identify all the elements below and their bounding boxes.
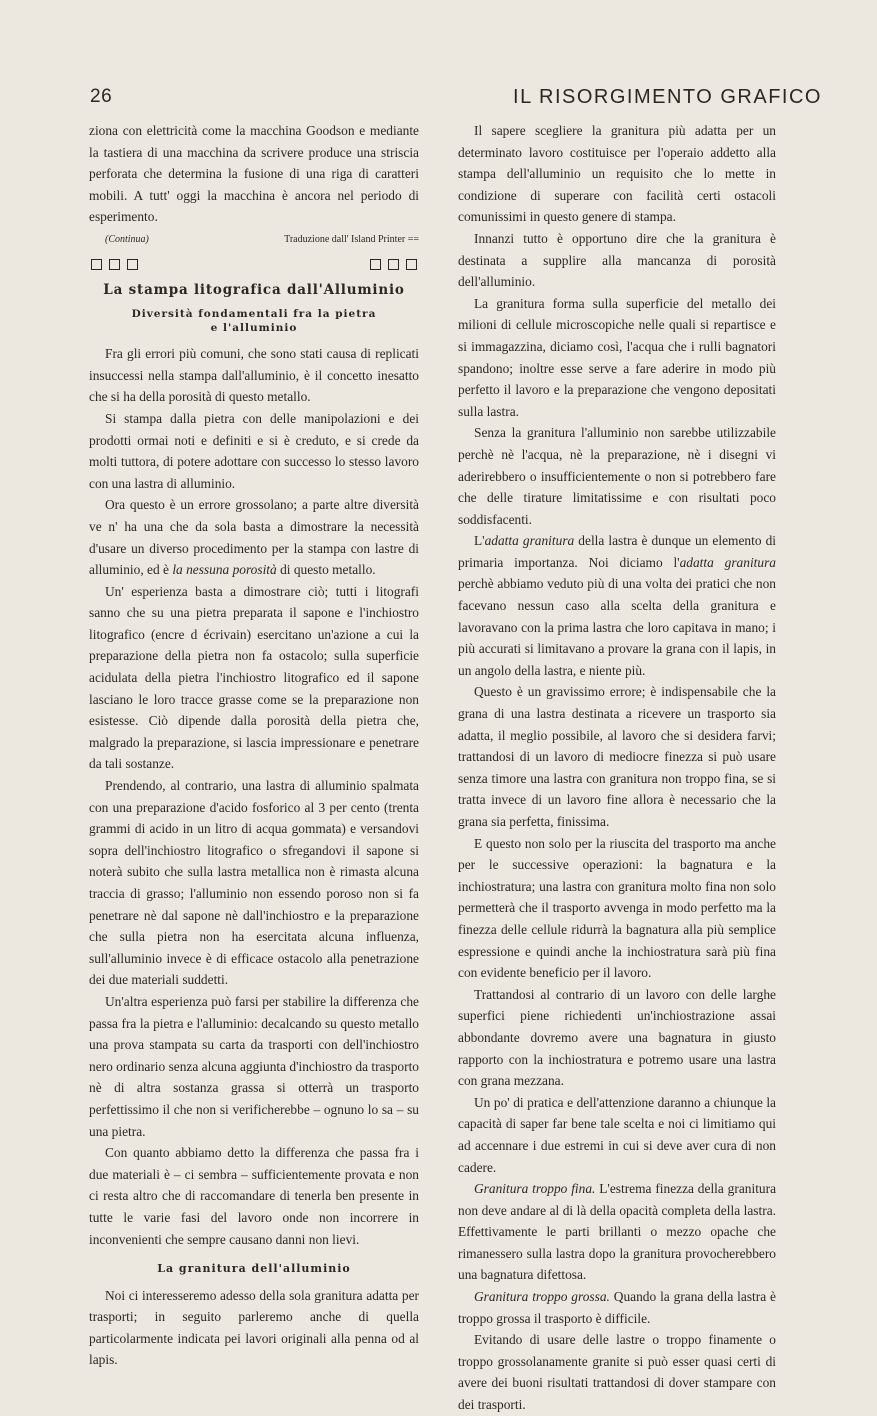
text-run: Quando la grana della lastra è troppo grossa il trasporto è difficile. (458, 1289, 776, 1326)
subtitle-line-1: Diversità fondamentali fra la pietra (131, 308, 377, 321)
body-paragraph: Innanzi tutto è opportuno dire che la granitura è destinata a supplire alla mancanza di porosità dell'alluminio. (458, 230, 776, 290)
square-ornament (388, 259, 399, 270)
body-paragraph: E questo non solo per la riuscita del trasporto ma anche per le successive operazioni: la bagnatura e la inchiostratura; una lastra con granitura molto fina non solo permetterà che il trasporto avvenga in modo perfetto ma la finezza delle cellule ridurrà la bagnatura alla più semplice espressione e quindi anche la inchiostratura sarà più fina con evidente beneficio per il lavoro. (458, 835, 776, 981)
body-paragraph: Questo è un gravissimo errore; è indispensabile che la grana di una lastra destinata a ricevere un trasporto sia adatta, il meglio possibile, al lavoro che si desidera farvi; trattandosi di un lavoro di mediocre finezza si può usare senza timore una lastra con granitura non troppo fina, se si tratta invece di un lavoro fine allora è necessario che la grana sia perfetta, finissima. (458, 684, 776, 829)
article-title: La stampa litografica dall'Alluminio (103, 281, 405, 298)
continua-label: (Continua) (105, 233, 149, 245)
running-title: IL RISORGIMENTO GRAFICO (513, 86, 822, 108)
body-paragraph: Noi ci interesseremo adesso della sola granitura adatta per trasporti; in seguito parleremo anche di quella particolarmente indicata pei lavori originali alla penna od al lapis. (89, 1287, 419, 1368)
body-paragraph: Un' esperienza basta a dimostrare ciò; tutti i litografi sanno che su una pietra preparata il sapone e l'inchiostro litografico (encre d écrivain) esercitano un'azione a cui la preparazione della pietra non fa ostacolo; sulla superficie acidulata della pietra l'inchiostro litografico ed il sapone lasciano le loro tracce grasse come se la preparazione non esistesse. Ciò dipende dalla porosità della pietra che, malgrado la preparazione, si lascia impressionare e penetrare da tali sostanze. (89, 583, 419, 772)
square-ornament (406, 259, 417, 270)
italic-text-run: adatta granitura (484, 533, 575, 549)
italic-text-run: la nessuna porosità (172, 562, 277, 578)
text-run: della lastra è dunque un elemento di primaria importanza. Noi diciamo l' (458, 533, 776, 570)
body-paragraph: La granitura forma sulla superficie del metallo dei milioni di cellule microscopiche nelle quali si repartisce e si immagazzina, diciamo così, l'acqua che i rulli bagnatori spandono; inoltre esse serve a fare aderire in modo più perfetto il lavoro e la preparazione che vengono depositati sulla lastra. (458, 295, 776, 419)
body-paragraph: Un'altra esperienza può farsi per stabilire la differenza che passa fra la pietra e l'alluminio: decalcando su questo metallo una prova stampata su carta da trasporti con dell'inchiostro nero ordinario senza alcuna aggiunta d'inchiostro da trasporto nè di altra sostanza grassa si otterrà un trasporto perfettissimo il che non si verificherebbe – ognuno lo sa – su una pietra. (89, 993, 419, 1139)
square-ornament (370, 259, 381, 270)
body-paragraph (458, 1286, 776, 1329)
body-paragraph: Un po' di pratica e dell'attenzione daranno a chiunque la capacità di saper far bene tale scelta e noi ci limitiamo qui ad accennare i due estremi in cui si deve aver cura di non cadere. (458, 1094, 776, 1175)
ornament-squares-left (91, 259, 138, 270)
italic-text-run: Granitura troppo fina. (474, 1181, 596, 1197)
italic-text-run: adatta granitura (679, 554, 776, 570)
right-column (458, 120, 776, 1416)
square-ornament (91, 259, 102, 270)
body-paragraph: Prendendo, al contrario, una lastra di alluminio spalmata con una preparazione d'acido fosforico al 3 per cento (trenta grammi di acido in un litro di acqua gommata) e versandovi sopra dell'inchiostro litografico o sfregandovi il sapone si noterà subito che sulla lastra metallica non è rimasta alcuna traccia di grasso; l'alluminio non essendo poroso non si fa penetrare nè dal sapone nè dall'inchiostro e la preparazione che sulla pietra non ha esercitata alcuna influenza, sull'alluminio invece è di efficace ostacolo alla penetrazione dei due materiali suddetti. (89, 778, 419, 988)
ornament-squares-right (370, 259, 417, 270)
body-paragraph (458, 530, 776, 681)
text-run: di questo metallo. (276, 562, 376, 578)
italic-text-run: Granitura troppo grossa. (474, 1289, 610, 1305)
page-header (90, 86, 822, 112)
body-paragraph: Con quanto abbiamo detto la differenza che passa fra i due materiali è – ci sembra – sufficientemente provata e non ci resta altro che di raccomandare di tenerla ben presente in tutte le varie fasi del lavoro onde non incorrere in inconvenienti che sempre causano danni non lievi. (89, 1145, 419, 1247)
body-paragraph: Senza la granitura l'alluminio non sarebbe utilizzabile perchè nè l'acqua, nè la preparazione, nè i disegni vi aderirebbero o insufficientemente o non si potrebbero fare che delle tirature limitatissime e con risultati poco soddisfacenti. (458, 425, 776, 527)
body-paragraph: Il sapere scegliere la granitura più adatta per un determinato lavoro costituisce per l'operaio addetto alla stampa dell'alluminio un requisito che lo mette in condizione di superare con facilità certi ostacoli comunissimi in questo genere di stampa. (458, 123, 776, 225)
translation-note: Traduzione dall' Island Printer == (284, 233, 419, 245)
body-paragraph (89, 494, 419, 580)
body-paragraph: Si stampa dalla pietra con delle manipolazioni e dei prodotti ormai noti e definiti e si è creduto, e si crede da molti tuttora, di potere adottare con successo lo stesso lavoro con una lastra di alluminio. (89, 410, 419, 491)
text-run: Ora questo è un errore grossolano; a parte altre diversità ve n' ha una che da sola basta a dimostrare la necessità d'usare un diverso procedimento per la stampa con lastre di alluminio, ed è (89, 497, 419, 578)
left-column (89, 120, 419, 1371)
article-subtitle (89, 307, 419, 335)
body-paragraph: Fra gli errori più comuni, che sono stati causa di replicati insuccessi nella stampa dall'alluminio, è il concetto inesatto che si ha della porosità di questo metallo. (89, 346, 419, 405)
ornament-row (91, 259, 417, 270)
square-ornament (109, 259, 120, 270)
body-paragraph: Evitando di usare delle lastre o troppo finamente o troppo grossolanamente granite si può esser quasi certi di avere dei buoni risultati trattandosi di dover stampare con dei trasporti. (458, 1332, 776, 1413)
intro-paragraph: ziona con elettricità come la macchina Goodson e mediante la tastiera di una macchina da scrivere produce una striscia perforata che determina la fusione di una riga di caratteri mobili. A tutt' oggi la macchina è ancora nel periodo di esperimento. (89, 123, 419, 225)
body-paragraph: Trattandosi al contrario di un lavoro con delle larghe superfici piene richiedenti un'inchiostrazione assai abbondante dovremo avere una bagnatura in giusto rapporto con la inchiostratura e potremo usare una lastra con grana mezzana. (458, 986, 776, 1089)
text-run: L' (474, 533, 485, 549)
subtitle-line-2: e l'alluminio (210, 322, 298, 335)
section-title: La granitura dell'alluminio (157, 1262, 351, 1276)
body-paragraph (458, 1178, 776, 1286)
continua-row (89, 229, 419, 251)
text-run: L'estrema finezza della granitura non deve andare al di là della opacità completa della lastra. Effettivamente le parti brillanti o mezzo opache che rimanessero sulla lastra dopo la granitura provocherebbero una bagnatura difettosa. (458, 1181, 777, 1283)
square-ornament (127, 259, 138, 270)
page-number: 26 (90, 86, 113, 107)
text-run: perchè abbiamo veduto più di una volta dei pratici che non facevano nessun caso alla scelta della granitura e lavoravano con la prima lastra che loro capitava in mano; i più accurati si limitavano a provare la grana con il lapis, in un angolo della lastra, e niente più. (458, 576, 776, 678)
